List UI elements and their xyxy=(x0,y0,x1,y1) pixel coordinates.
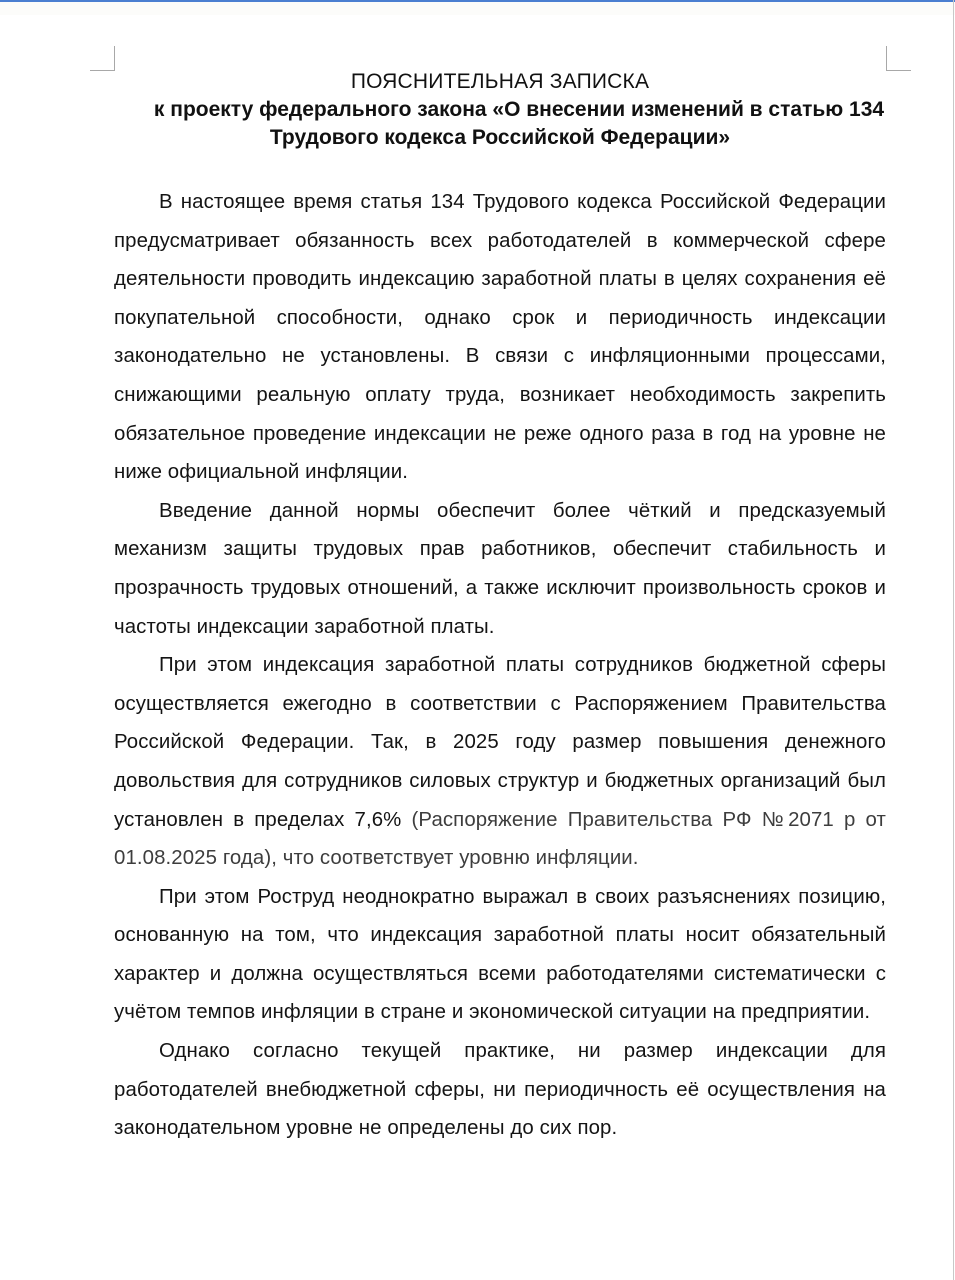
paragraph-1: В настоящее время статья 134 Трудового кодекса Российской Федерации предусматривает обязанность всех работодателей в коммерческой сфере деятельности проводить индексацию заработной платы в целях сохранения её покупательной способности, однако срок и периодичность индексации законодательно не установлены. В связи с инфляционными процессами, снижающими реальную оплату труда, возникает необходимость закрепить обязательное проведение индексации не реже одного раза в год на уровне не ниже официальной инфляции. xyxy=(114,191,886,484)
paragraph-5: Однако согласно текущей практике, ни размер индексации для работодателей внебюджетной сферы, ни периодичность её осуществления на законодательном уровне не определены до сих пор. xyxy=(114,1040,886,1140)
paragraph-3-citation: (Распоряжение Правительства РФ №2071 р от 01.08.2025 года), что соответствует уровню инфляции. xyxy=(114,808,886,870)
page-top-strip xyxy=(0,2,955,15)
paragraph-2: Введение данной нормы обеспечит более чёткий и предсказуемый механизм защиты трудовых прав работников, обеспечит стабильность и прозрачность трудовых отношений, а также исключит произвольность сроков и частоты индексации заработной платы. xyxy=(114,499,886,638)
paragraph-4: При этом Роструд неоднократно выражал в своих разъяснениях позицию, основанную на том, что индексация заработной платы носит обязательный характер и должна осуществляться всеми работодателями систематически с учётом темпов инфляции в стране и экономической ситуации на предприятии. xyxy=(114,885,886,1024)
document-subtitle-line-1: к проекту федерального закона «О внесении изменений в статью 134 xyxy=(153,98,885,121)
paragraph-3-main: При этом индексация заработной платы сотрудников бюджетной сферы осуществляется ежегодно в соответствии с Распоряжением Правительства Российской Федерации. Так, в 2025 году размер повышения денежного довольствия для сотрудников силовых структур и бюджетных организаций был установлен в пределах 7,6% xyxy=(114,654,886,831)
document-body xyxy=(114,183,886,1148)
document-title: ПОЯСНИТЕЛЬНАЯ ЗАПИСКА xyxy=(350,70,650,93)
document-subtitle-line-2: Трудового кодекса Российской Федерации» xyxy=(269,126,731,149)
document-heading xyxy=(100,68,900,152)
page-right-edge xyxy=(953,0,954,1280)
paragraph-3 xyxy=(114,646,886,878)
